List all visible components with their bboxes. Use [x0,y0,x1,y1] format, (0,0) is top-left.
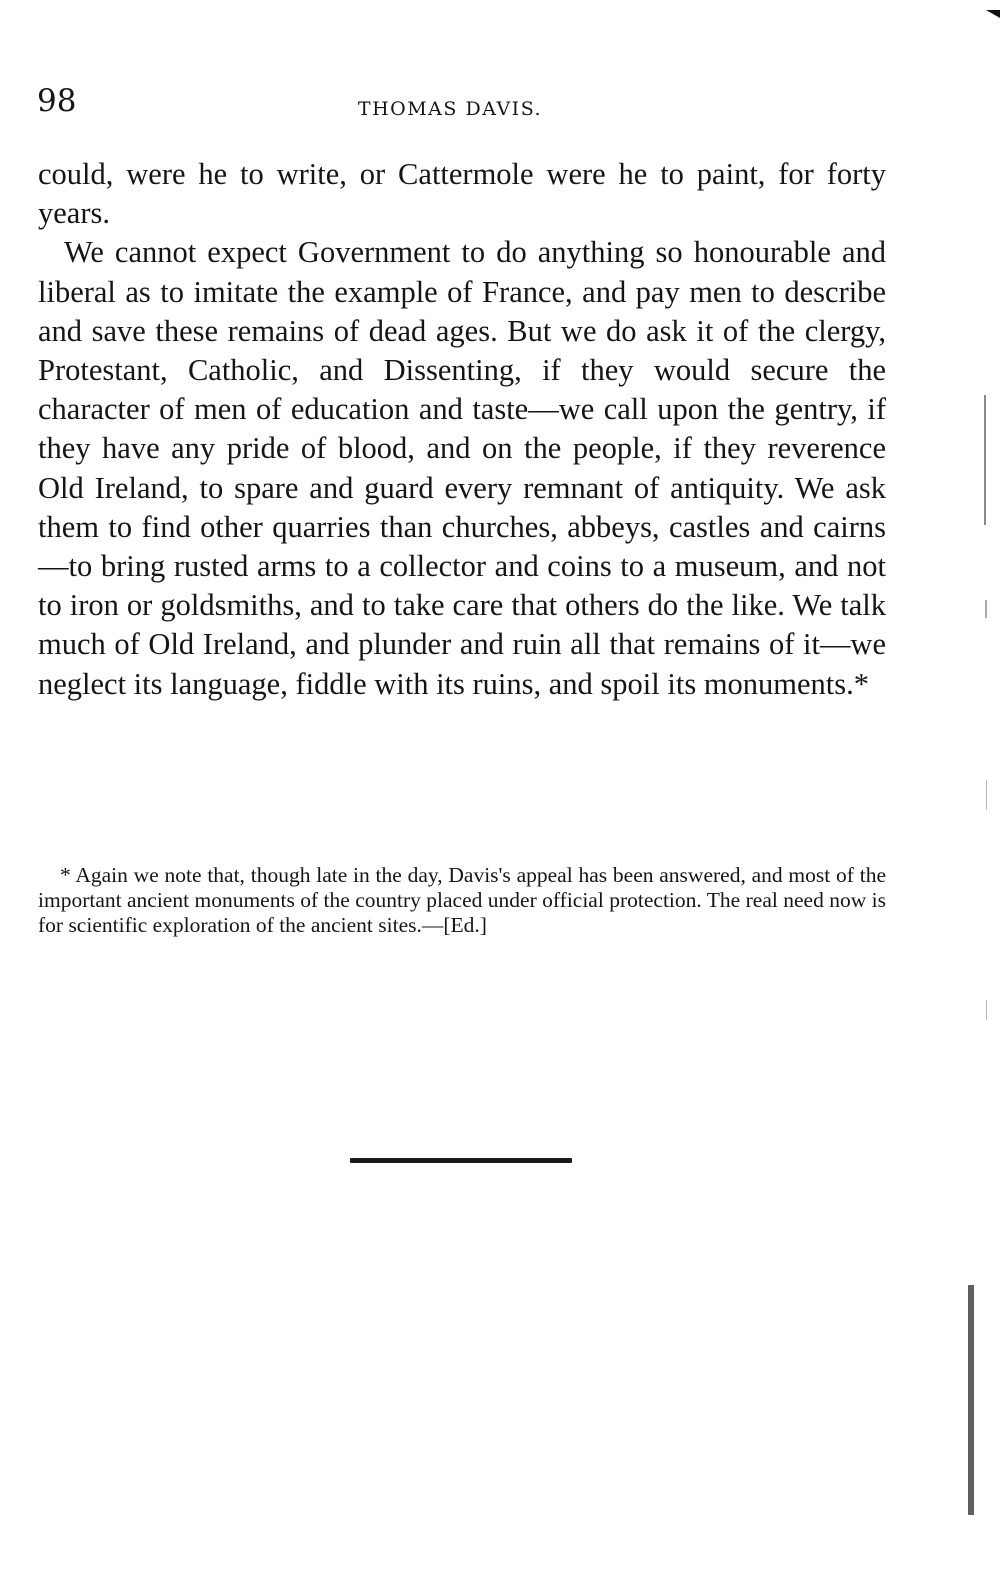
section-end-rule [350,1158,572,1163]
page-number: 98 [37,83,77,119]
running-title: THOMAS DAVIS. [357,98,543,120]
scan-edge-artifact [968,1285,974,1515]
scan-corner-mark [986,10,1000,18]
scan-edge-artifact [984,395,986,525]
scan-edge-artifact [986,780,987,810]
scan-edge-artifact [985,600,987,618]
main-text [38,155,886,704]
footnote: * Again we note that, though late in the day, Davis's appeal has been answered, and most of the important ancient monuments of the country placed under official protection. The real need now is for scientific exploration of the ancient sites.—[Ed.] [38,863,886,938]
scan-edge-artifact [986,1000,987,1020]
paragraph: We cannot expect Government to do anything so honourable and liberal as to imitate the example of France, and pay men to describe and save these remains of dead ages. But we do ask it of the clergy, Protestant, Catholic, and Dissenting, if they would secure the character of men of education and taste—we call upon the gentry, if they have any pride of blood, and on the people, if they reverence Old Ireland, to spare and guard every remnant of antiquity. We ask them to find other quarries than churches, abbeys, castles and cairns—to bring rusted arms to a collector and coins to a museum, and not to iron or goldsmiths, and to take care that others do the like. We talk much of Old Ireland, and plunder and ruin all that remains of it—we neglect its language, fiddle with its ruins, and spoil its monuments.* [38,235,886,701]
paragraph-continuation: could, were he to write, or Cattermole were he to paint, for forty years. [38,157,886,231]
